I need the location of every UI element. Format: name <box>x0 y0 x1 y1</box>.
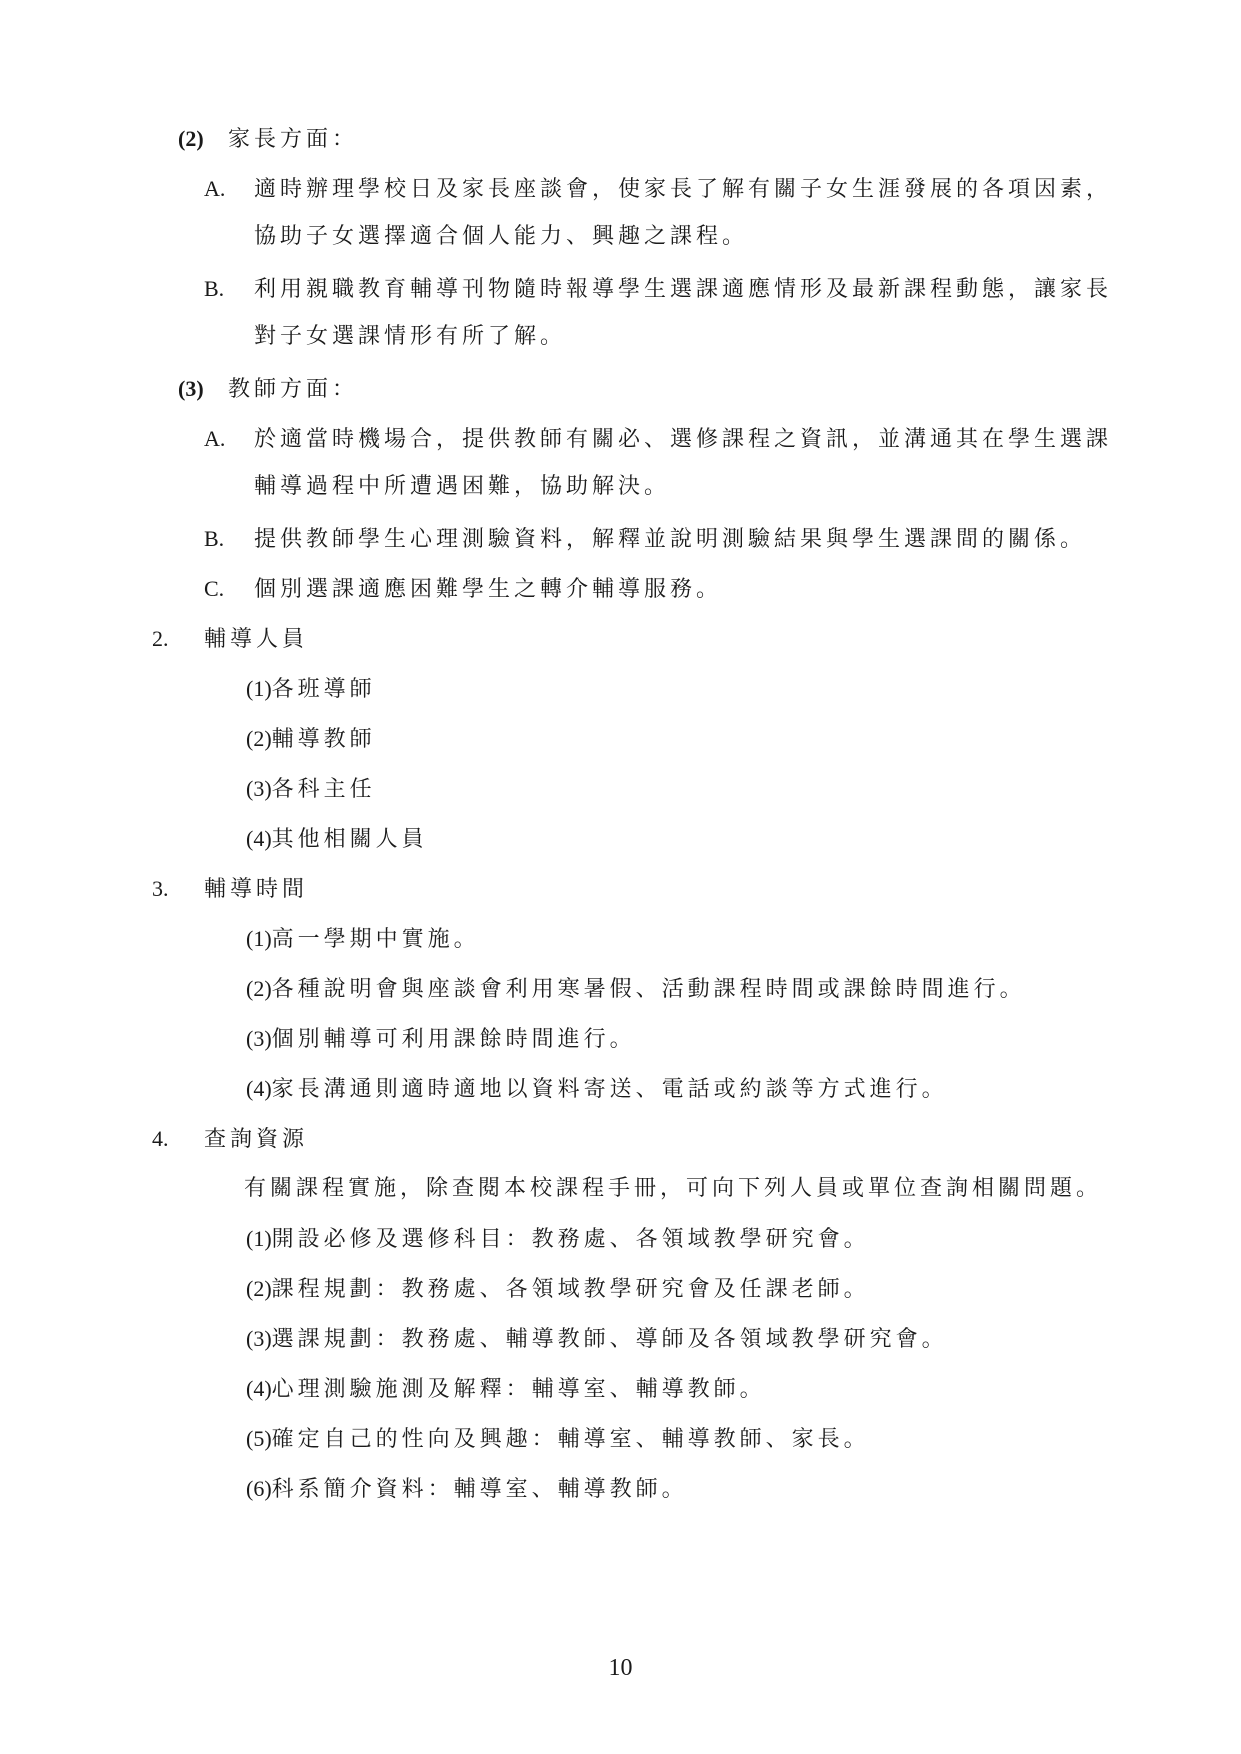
section-2-item-3 <box>246 774 376 805</box>
section-3-item-4-marker: (4) <box>246 1076 272 1101</box>
section-2-item-2-text: 輔導教師 <box>271 727 376 752</box>
section-4-item-1-text: 開設必修及選修科目：教務處、各領域教學研究會。 <box>271 1227 870 1252</box>
section-2-item-2-marker: (2) <box>246 726 272 751</box>
parents-item-b-text-1: 利用親職教育輔導刊物隨時報導學生選課適應情形及最新課程動態，讓家長 <box>254 277 1113 302</box>
section-4-title: 查詢資源 <box>204 1127 309 1152</box>
section-3-item-1-marker: (1) <box>246 926 272 951</box>
section-3-item-3-marker: (3) <box>246 1026 272 1051</box>
section-4-item-5-text: 確定自己的性向及興趣：輔導室、輔導教師、家長。 <box>271 1427 870 1452</box>
section-3-item-3-text: 個別輔導可利用課餘時間進行。 <box>271 1027 636 1052</box>
section-2-item-1 <box>246 674 376 705</box>
teachers-item-a-marker: A. <box>204 426 226 451</box>
section-3-item-2-marker: (2) <box>246 976 272 1001</box>
section-2-item-3-marker: (3) <box>246 776 272 801</box>
section-4-item-5-marker: (5) <box>246 1426 272 1451</box>
section-2-item-4-text: 其他相關人員 <box>271 827 428 852</box>
section-3-item-4 <box>246 1074 948 1105</box>
parents-item-a-marker: A. <box>204 176 226 201</box>
section-3-item-1 <box>246 924 480 955</box>
teachers-heading-marker: (3) <box>178 376 204 401</box>
section-2-item-4-marker: (4) <box>246 826 272 851</box>
section-4-item-3-marker: (3) <box>246 1326 272 1351</box>
section-2-title: 輔導人員 <box>204 627 309 652</box>
teachers-item-c-text: 個別選課適應困難學生之轉介輔導服務。 <box>254 577 723 602</box>
parents-item-b-text-2: 對子女選課情形有所了解。 <box>254 324 567 349</box>
teachers-item-c <box>204 574 722 605</box>
section-4-item-6-marker: (6) <box>246 1476 272 1501</box>
teachers-item-a-line-1 <box>204 424 1112 455</box>
teachers-item-a-text-2: 輔導過程中所遭遇困難，協助解決。 <box>254 474 671 499</box>
page-number: 10 <box>608 1655 633 1681</box>
section-3-item-2 <box>246 974 1026 1005</box>
section-4-intro-text: 有關課程實施，除查閱本校課程手冊，可向下列人員或單位查詢相關問題。 <box>244 1176 1103 1201</box>
section-2-item-1-text: 各班導師 <box>271 677 376 702</box>
section-2-heading <box>152 624 308 655</box>
section-4-item-6-text: 科系簡介資料：輔導室、輔導教師。 <box>271 1477 688 1502</box>
section-4-item-3 <box>246 1324 948 1355</box>
parents-item-b-line-2 <box>254 322 566 352</box>
section-4-item-1-marker: (1) <box>246 1226 272 1251</box>
parents-heading-text: 家長方面： <box>228 127 359 152</box>
parents-item-a-text-2: 協助子女選擇適合個人能力、興趣之課程。 <box>254 224 749 249</box>
section-2-item-2 <box>246 724 376 755</box>
section-3-item-4-text: 家長溝通則適時適地以資料寄送、電話或約談等方式進行。 <box>271 1077 948 1102</box>
parents-item-b-marker: B. <box>204 276 225 301</box>
parents-heading-marker: (2) <box>178 126 204 151</box>
section-4-item-3-text: 選課規劃：教務處、輔導教師、導師及各領域教學研究會。 <box>271 1327 948 1352</box>
section-4-item-4-marker: (4) <box>246 1376 272 1401</box>
parents-item-b-line-1 <box>204 274 1112 305</box>
teachers-item-b <box>204 524 1086 555</box>
section-2-item-1-marker: (1) <box>246 676 272 701</box>
section-2-item-3-text: 各科主任 <box>271 777 376 802</box>
section-4-item-2 <box>246 1274 870 1305</box>
parents-item-a-line-2 <box>254 222 748 252</box>
section-4-item-1 <box>246 1224 870 1255</box>
section-3-marker: 3. <box>152 876 169 901</box>
section-2-item-4 <box>246 824 428 855</box>
section-4-item-6 <box>246 1474 688 1505</box>
section-4-marker: 4. <box>152 1126 169 1151</box>
section-4-item-4-text: 心理測驗施測及解釋：輔導室、輔導教師。 <box>271 1377 766 1402</box>
teachers-item-a-line-2 <box>254 472 670 502</box>
section-4-item-4 <box>246 1374 766 1405</box>
section-4-item-2-marker: (2) <box>246 1276 272 1301</box>
teachers-heading-text: 教師方面： <box>228 377 359 402</box>
teachers-item-b-text: 提供教師學生心理測驗資料，解釋並說明測驗結果與學生選課間的關係。 <box>254 527 1087 552</box>
section-2-marker: 2. <box>152 626 169 651</box>
section-4-heading <box>152 1124 308 1155</box>
section-4-item-2-text: 課程規劃：教務處、各領域教學研究會及任課老師。 <box>271 1277 870 1302</box>
section-4-item-5 <box>246 1424 870 1455</box>
parents-item-a-line-1 <box>204 174 1112 205</box>
parents-heading <box>178 124 358 155</box>
parents-item-a-text-1: 適時辦理學校日及家長座談會，使家長了解有關子女生涯發展的各項因素， <box>254 177 1113 202</box>
teachers-item-a-text-1: 於適當時機場合，提供教師有關必、選修課程之資訊，並溝通其在學生選課 <box>254 427 1113 452</box>
section-3-heading <box>152 874 308 905</box>
section-3-title: 輔導時間 <box>204 877 309 902</box>
section-3-item-2-text: 各種說明會與座談會利用寒暑假、活動課程時間或課餘時間進行。 <box>271 977 1026 1002</box>
section-3-item-3 <box>246 1024 636 1055</box>
section-4-intro <box>244 1174 1102 1204</box>
section-3-item-1-text: 高一學期中實施。 <box>271 927 480 952</box>
teachers-heading <box>178 374 358 405</box>
teachers-item-c-marker: C. <box>204 576 225 601</box>
teachers-item-b-marker: B. <box>204 526 225 551</box>
